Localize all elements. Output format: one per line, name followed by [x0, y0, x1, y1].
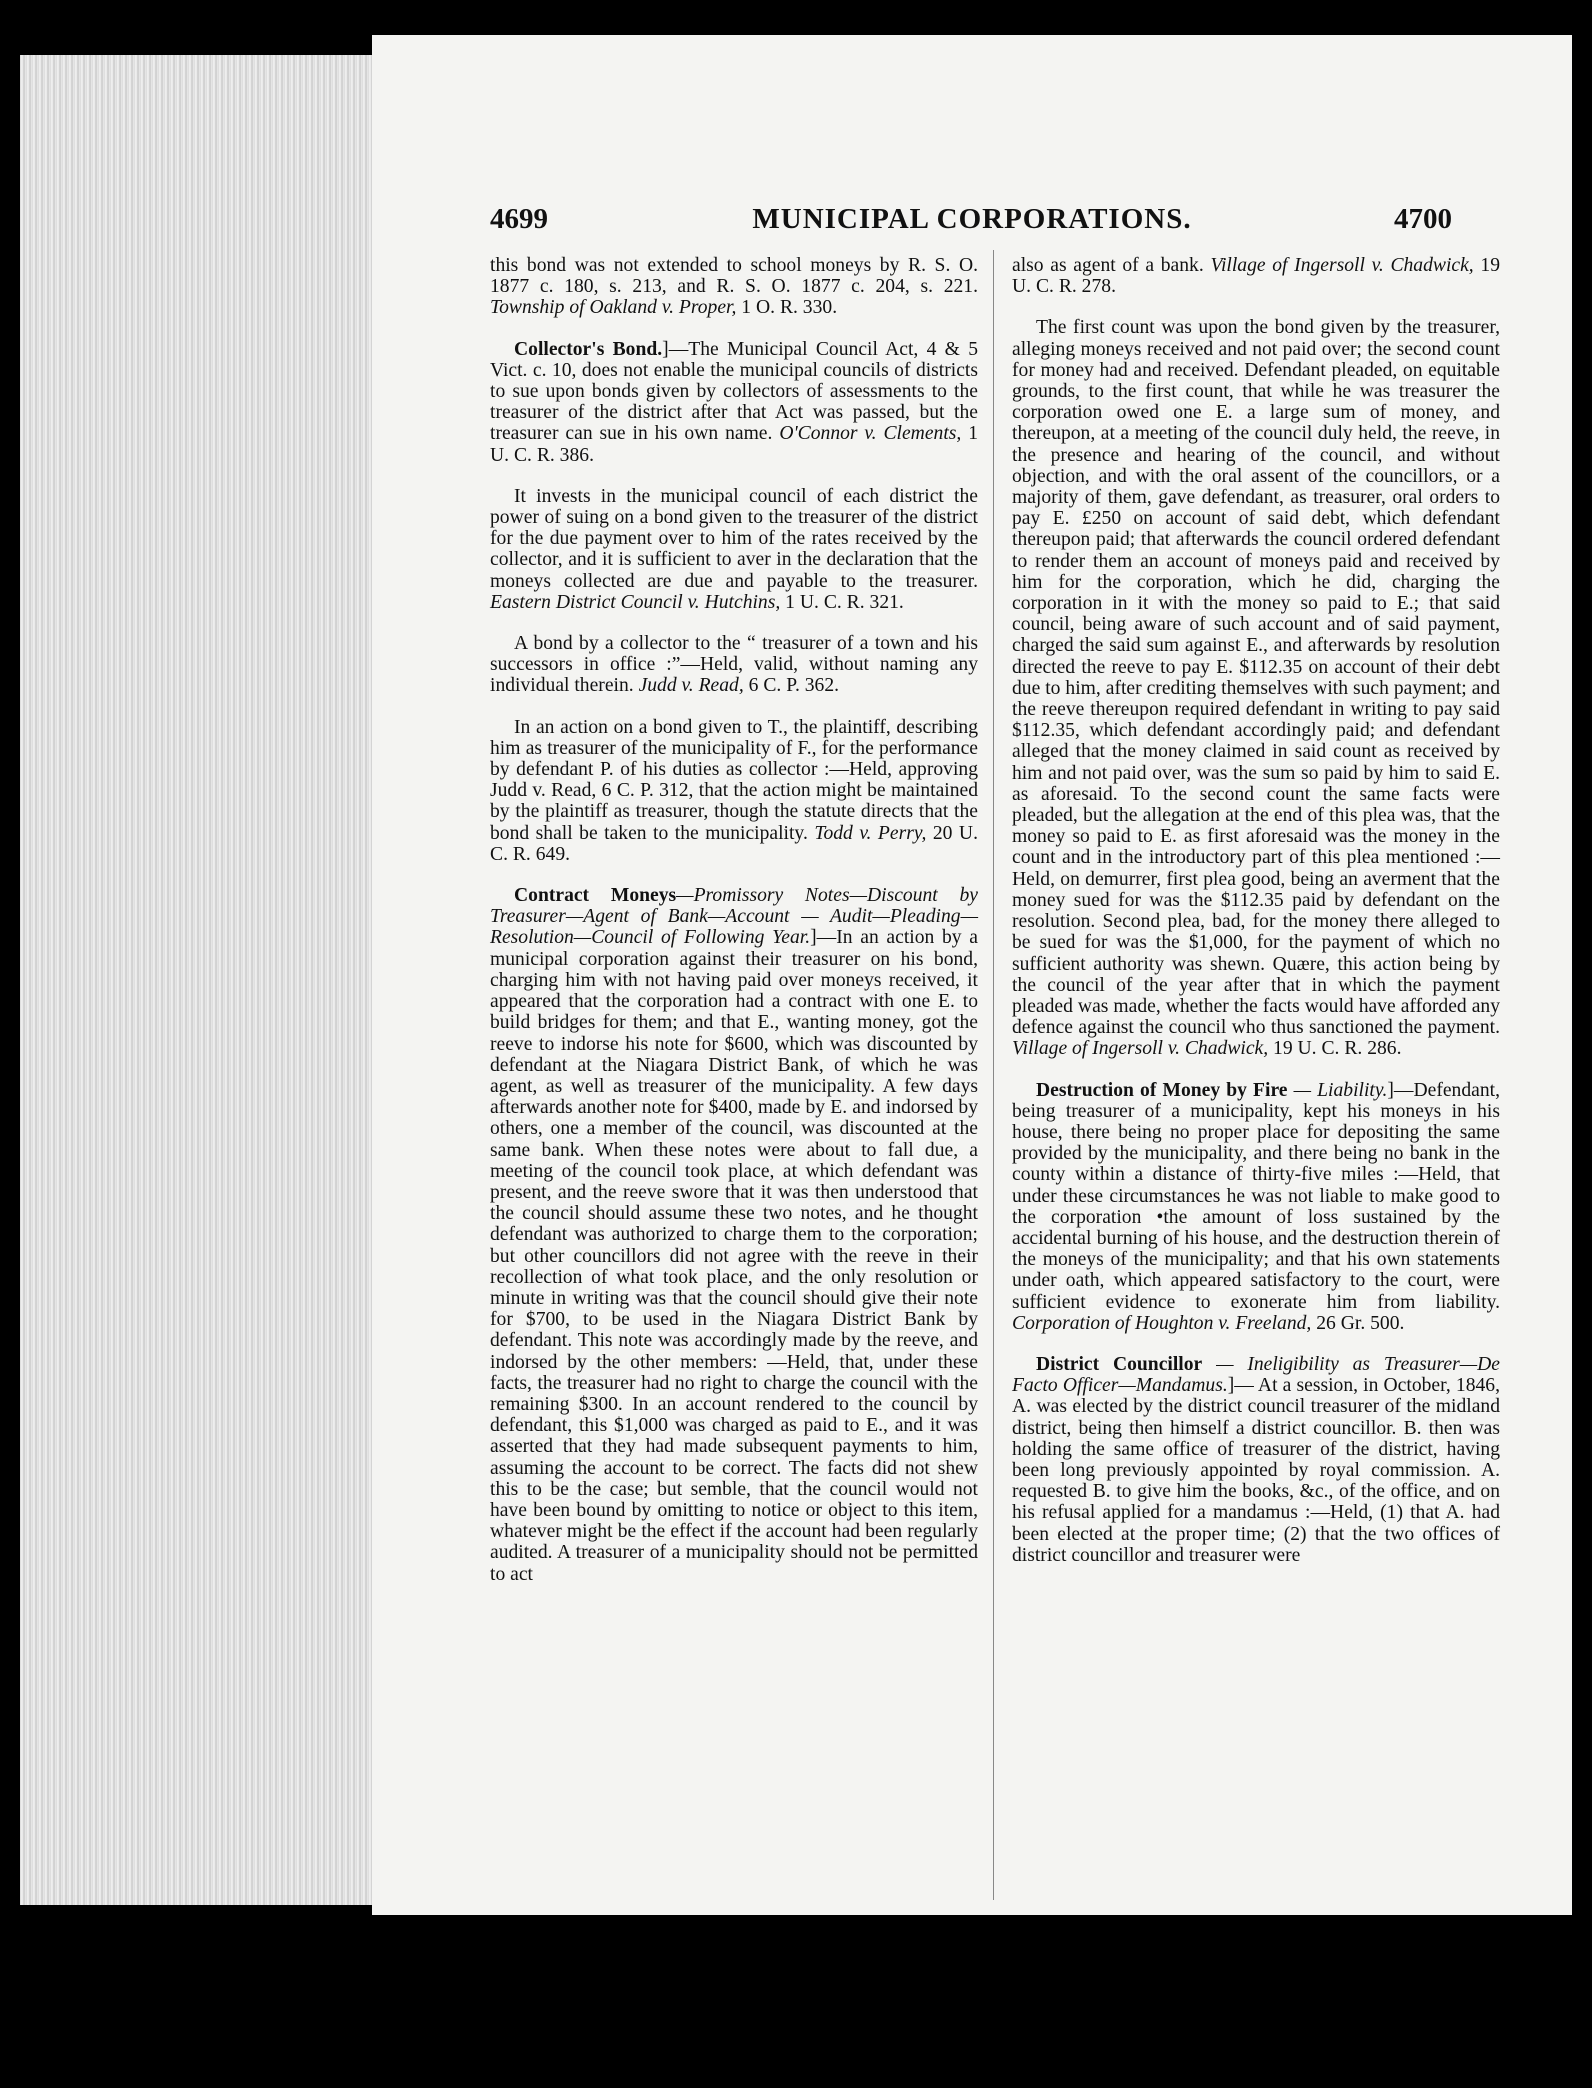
page-number-left: 4699	[490, 203, 548, 235]
citation-reference: 19 U. C. R. 278.	[1012, 255, 1500, 298]
paragraph	[1012, 1354, 1500, 1566]
paragraph	[490, 486, 978, 613]
paragraph-text: ]—In an action by a municipal corporation against their treasurer on his bond, charging him with not having paid over moneys received, it appeared that the corporation had a contract with one E. to build bridges for them; and that E., wanting money, got the reeve to indorse his note for $600, which was discounted by defendant at the Niagara District Bank, of which he was agent, as well as treasurer of the municipality. A few days afterwards another note for $400, made by E. and indorsed by others, one a member of the council, was discounted at the same bank. When these notes were about to fall due, a meeting of the council took place, at which defendant was present, and the reeve swore that it was then understood that the council should assume these two notes, and he thought defendant was authorized to charge them to the corporation; but other councillors did not agree with the reeve in their recollection of what took place, and the only resolution or minute in writing was that the council should give their note for $700, to be used in the Niagara District Bank by defendant. This note was accordingly made by the reeve, and indorsed by the other members: —Held, that, under these facts, the treasurer had no right to charge the council with the remaining $300. In an account rendered to the council by defendant, this $1,000 was charged as paid to E., and it was asserted that they had made subsequent payments to him, assuming the account to be correct. The facts did not shew this to be the case; but semble, that the council would not have been bound by omitting to notice or object to this item, whatever might be the effect if the account had been regularly audited. A treasurer of a municipality should not be permitted to act	[490, 927, 978, 1585]
case-citation: Todd v. Perry,	[814, 822, 927, 844]
section-subheading: — Ineligibility as Treasurer—De Facto Officer—Mandamus.	[1012, 1353, 1500, 1397]
right-column	[1012, 255, 1500, 1586]
paragraph-text: also as agent of a bank.	[1012, 255, 1204, 276]
case-citation: Corporation of Houghton v. Freeland,	[1012, 1312, 1312, 1334]
paragraph-text: this bond was not extended to school moneys by R. S. O. 1877 c. 180, s. 213, and R. S. O. 1877 c. 204, s. 221.	[490, 255, 978, 298]
case-citation: Village of Ingersoll v. Chadwick,	[1210, 255, 1474, 276]
paragraph-text: A bond by a collector to the “ treasurer of a town and his successors in office :”—Held, valid, without naming any individual therein.	[490, 633, 978, 697]
citation-reference: 6 C. P. 362.	[748, 675, 840, 697]
section-heading: Destruction of Money by Fire	[1036, 1079, 1288, 1101]
paragraph	[490, 633, 978, 697]
citation-reference: 20 U. C. R. 649.	[490, 822, 978, 865]
book-page-edges	[20, 55, 374, 1905]
running-head	[372, 203, 1572, 239]
citation-reference: 26 Gr. 500.	[1316, 1312, 1405, 1334]
section-subheading: —Promissory Notes—Discount by Treasurer—Agent of Bank—Account — Audit—Pleading—Resolution—Council of Following Year.	[490, 885, 978, 949]
paragraph	[490, 885, 978, 1585]
page-title: MUNICIPAL CORPORATIONS.	[752, 203, 1192, 235]
paragraph-text: ]—The Municipal Council Act, 4 & 5 Vict. c. 10, does not enable the municipal councils of districts to sue upon bonds given by collectors of assessments to the treasurer of the district after that Act was passed, but the treasurer can sue in his own name.	[490, 338, 978, 445]
paragraph-text: The first count was upon the bond given by the treasurer, alleging moneys received and not paid over; the second count for money had and received. Defendant pleaded, on equitable grounds, to the first count, that while he was treasurer the corporation owed one E. a large sum of money, and thereupon, at a meeting of the council duly held, the reeve, in the presence and hearing of the council, and without objection, and with the oral assent of the councillors, or a majority of them, gave defendant, as treasurer, oral orders to pay E. £250 on account of said debt, which defendant thereupon paid; that afterwards the council ordered defendant to render them an account of moneys paid and received by him for the corporation, which he did, charging the corporation in it with the money so paid to E.; that said council, being aware of such account and of said payment, charged the said sum against E., and afterwards by resolution directed the reeve to pay E. $112.35 on account of their debt due to him, after crediting themselves with such payment; and the reeve thereupon required defendant in writing to pay said $112.35, which defendant accordingly paid; and defendant alleged that the money claimed in said count as received by him and not paid over, was the sum so paid by him to said E. as aforesaid. To the second count the same facts were pleaded, but the allegation at the end of this plea was, that the money so paid to E. as first aforesaid was the money in the count and in the introductory part of this plea mentioned :—Held, on demurrer, first plea good, being an averment that the money sued for was the $112.35 paid by defendant on the resolution. Second plea, bad, for the money there alleged to be sued for was the $1,000, for the payment of which no sufficient authority was shewn. Quære, this action being by the council of the year after that in which the payment pleaded was made, whether the facts would have afforded any defence against the council who thus sanctioned the payment.	[1012, 317, 1500, 1039]
case-citation: Eastern District Council v. Hutchins,	[490, 591, 781, 613]
section-heading: Contract Moneys	[514, 885, 677, 907]
paragraph-text: In an action on a bond given to T., the plaintiff, describing him as treasurer of the municipality of F., for the performance by defendant P. of his duties as collector :—Held, approving Judd v. Read, 6 C. P. 312, that the action might be maintained by the plaintiff as treasurer, though the statute directs that the bond shall be taken to the municipality.	[490, 716, 978, 844]
column-divider	[993, 250, 994, 1900]
paragraph	[490, 339, 978, 466]
citation-reference: 1 U. C. R. 321.	[785, 591, 904, 613]
section-heading: Collector's Bond.	[514, 338, 663, 360]
section-heading: District Councillor	[1036, 1353, 1203, 1375]
document-page	[372, 35, 1572, 1915]
citation-reference: 19 U. C. R. 286.	[1273, 1038, 1402, 1060]
left-column	[490, 255, 978, 1605]
case-citation: Judd v. Read,	[638, 675, 744, 697]
page-number-right: 4700	[1394, 203, 1452, 235]
case-citation: O'Connor v. Clements,	[779, 423, 962, 445]
paragraph	[1012, 255, 1500, 297]
paragraph-text: ]— At a session, in October, 1846, A. was elected by the district council treasurer of the midland district, being then himself a district councillor. B. then was holding the same office of treasurer of the district, having been long previously appointed by royal commission. A. requested B. to give him the books, &c., of the office, and on his refusal applied for a mandamus :—Held, (1) that A. had been elected at the proper time; (2) that the two offices of district councillor and treasurer were	[1012, 1375, 1500, 1566]
case-citation: Township of Oakland v. Proper,	[490, 297, 737, 319]
citation-reference: 1 U. C. R. 386.	[490, 423, 978, 466]
case-citation: Village of Ingersoll v. Chadwick,	[1012, 1038, 1269, 1060]
paragraph	[490, 255, 978, 319]
citation-reference: 1 O. R. 330.	[741, 297, 838, 319]
paragraph	[1012, 317, 1500, 1059]
paragraph	[490, 717, 978, 865]
paragraph	[1012, 1080, 1500, 1334]
paragraph-text: It invests in the municipal council of each district the power of suing on a bond given to the treasurer of the district for the due payment over to him of the rates received by the collector, and it is sufficient to aver in the declaration that the moneys collected are due and payable to the treasurer.	[490, 485, 978, 592]
section-subheading: — Liability.	[1293, 1079, 1388, 1101]
paragraph-text: ]—Defendant, being treasurer of a municipality, kept his moneys in his house, there being no proper place for depositing the same provided by the municipality, and there being no bank in the county within a distance of thirty-five miles :—Held, that under these circumstances he was not liable to make good to the corporation •the amount of loss sustained by the accidental burning of his house, and the destruction therein of the moneys of the municipality; and that his own statements under oath, which appeared satisfactory to the court, were sufficient evidence to exonerate him from liability.	[1012, 1079, 1500, 1313]
